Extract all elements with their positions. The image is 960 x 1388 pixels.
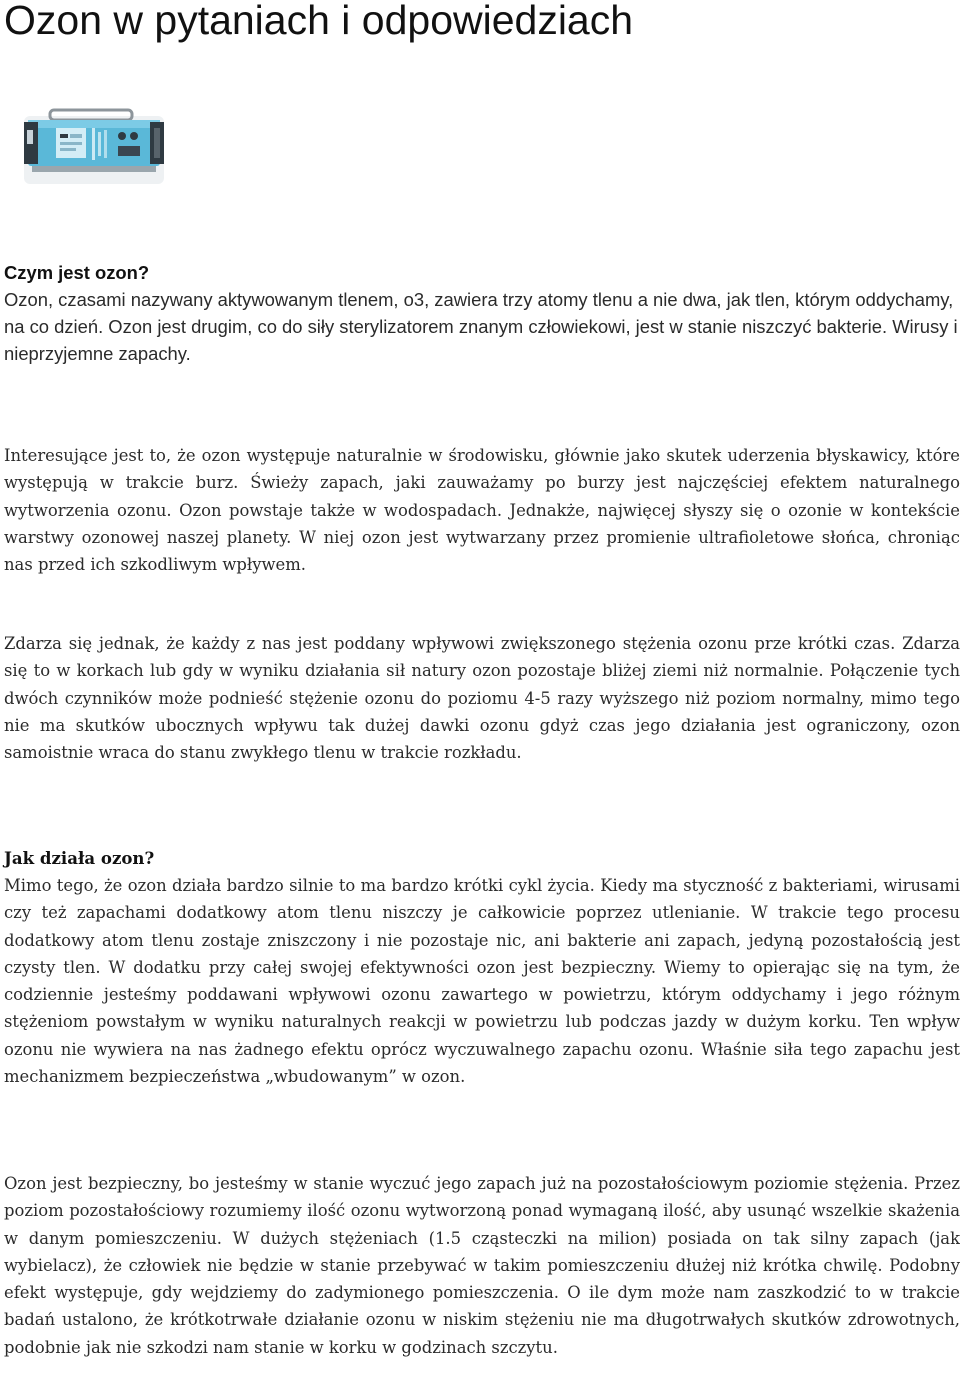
- paragraph-how-ozone-works-1: Mimo tego, że ozon działa bardzo silnie to ma bardzo krótki cykl życia. Kiedy ma styczność z bakteriami, wirusami czy też zapachami dodatkowy atom tlenu niszczy je całkowicie poprzez utlenianie. W trakcie tego procesu dodatkowy atom tlenu zostaje zniszczony i nie pozostaje nic, ani bakterie ani zapach, jedyną pozostałością jest czysty tlen. W dodatku przy całej swojej efektywności ozon jest bezpieczny. Wiemy to opierając się na tym, że codziennie jesteśmy poddawani wpływowi ozonu zawartego w powietrzu, którym oddychamy i jego różnym stężeniom powstałym w wyniku naturalnych reakcji w powietrzu lub podczas jazdy w dużym korku. Ten wpływ ozonu nie wywiera na nas żadnego efektu oprócz wyczuwalnego zapachu ozonu. Właśnie siła tego zapachu jest mechanizmem bezpieczeństwa „wbudowanym” w ozon.: [4, 876, 960, 1087]
- section-heading-how-ozone-works: Jak działa ozon?: [4, 848, 155, 868]
- paragraph-what-is-ozone-2: Interesujące jest to, że ozon występuje naturalnie w środowisku, głównie jako skutek uderzenia błyskawicy, które występują w trakcie burz. Świeży zapach, jaki zauważamy po burzy jest najczęściej efektem naturalnego wytworzenia ozonu. Ozon powstaje także w wodospadach. Jednakże, najwięcej słyszy się o ozonie w kontekście warstwy ozonowej naszej planety. W niej ozon jest wytwarzany przez promienie ultrafioletowe słońca, chroniąc nas przed ich szkodliwym wpływem.: [4, 446, 960, 575]
- paragraph-what-is-ozone-3: Zdarza się jednak, że każdy z nas jest poddany wpływowi zwiększonego stężenia ozonu prze krótki czas. Zdarza się to w korkach lub gdy w wyniku działania sił natury ozon pozostaje bliżej ziemi niż normalnie. Połączenie tych dwóch czynników może podnieść stężenie ozonu do poziomu 4-5 razy wyższego niż poziom normalny, mimo tego nie ma skutków ubocznych wpływu tak dużej dawki ozonu gdyż czas jego działania jest ograniczony, ozon samoistnie wraca do stanu zwykłego tlenu w trakcie rozkładu.: [4, 634, 960, 763]
- paragraph-what-is-ozone-1: Ozon, czasami nazywany aktywowanym tlenem, o3, zawiera trzy atomy tlenu a nie dwa, jak tlen, którym oddychamy, na co dzień. Ozon jest drugim, co do siły sterylizatorem znanym człowiekowi, jest w stanie niszczyć bakterie. Wirusy i nieprzyjemne zapachy.: [4, 289, 958, 364]
- section-heading-what-is-ozone: Czym jest ozon?: [4, 262, 150, 283]
- document-title: Ozon w pytaniach i odpowiedziach: [4, 0, 634, 43]
- ozone-device-image: [18, 78, 170, 214]
- paragraph-how-ozone-works-2: Ozon jest bezpieczny, bo jesteśmy w stanie wyczuć jego zapach już na pozostałościowym poziomie stężenia. Przez poziom pozostałościowy rozumiemy ilość ozonu wytworzoną ponad wymaganą ilość, aby usunąć wszelkie skażenia w danym pomieszczeniu. W dużych stężeniach (1.5 cząsteczki na milion) posiada on tak silny zapach (jak wybielacz), że człowiek nie będzie w stanie przebywać w takim pomieszczeniu dłużej niż krótka chwilę. Podobny efekt występuje, gdy wejdziemy do zadymionego pomieszczenia. O ile dym może nam zaszkodzić to w trakcie badań ustalono, że krótkotrwałe działanie ozonu w niskim stężeniu nie ma długotrwałych skutków zdrowotnych, podobnie jak nie szkodzi nam stanie w korku w godzinach szczytu.: [4, 1174, 960, 1357]
